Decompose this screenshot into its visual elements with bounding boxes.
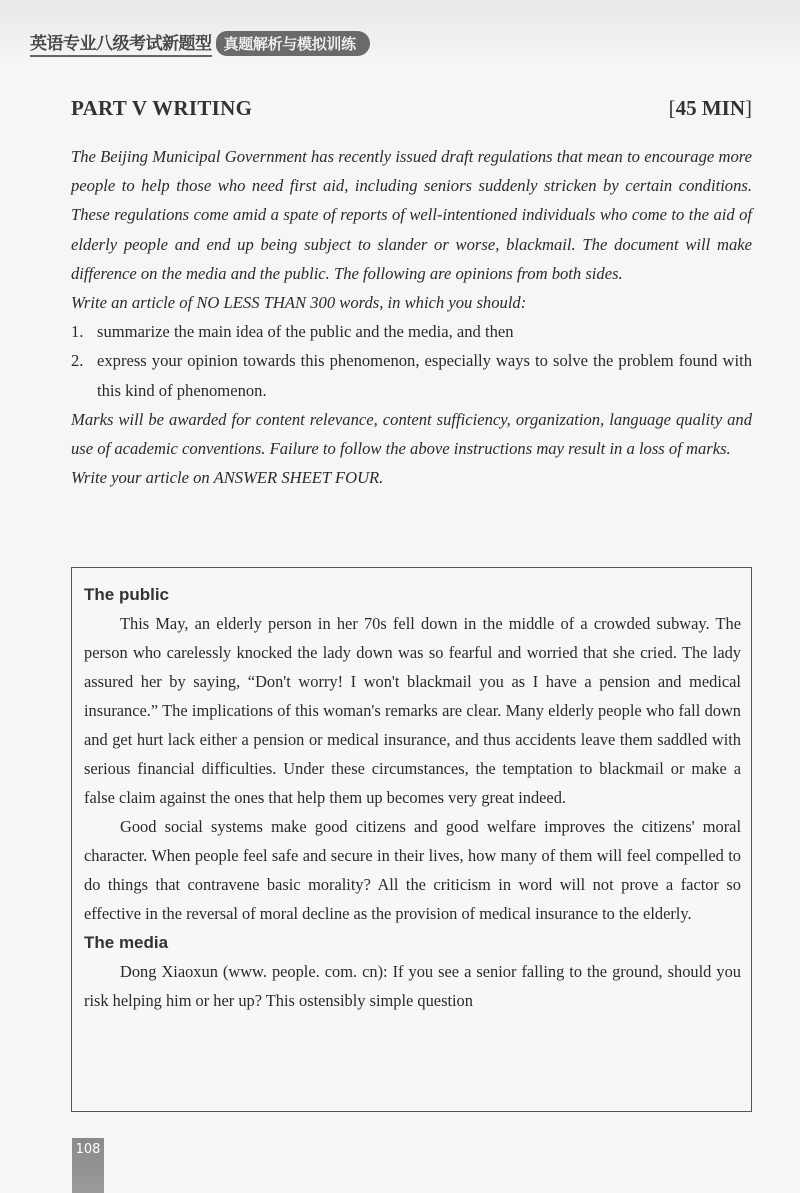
task-item-1 bbox=[71, 317, 752, 346]
time-limit bbox=[669, 96, 752, 121]
task-item-number: 1. bbox=[71, 322, 84, 342]
book-header bbox=[30, 30, 370, 56]
media-paragraph-1: Dong Xiaoxun (www. people. com. cn): If you see a senior falling to the ground, should you risk helping him or her up? This ostensibly simple question bbox=[84, 962, 741, 1010]
time-value: 45 MIN bbox=[675, 96, 745, 120]
page-number: 108 bbox=[75, 1142, 101, 1157]
intro-paragraph: The Beijing Municipal Government has recently issued draft regulations that mean to encourage more people to help those who need first aid, including seniors suddenly stricken by certain conditions. These regulations come amid a spate of reports of well-intentioned individuals who come to the aid of elderly people and end up being subject to slander or worse, blackmail. The document will make difference on the media and the public. The following are opinions from both sides. bbox=[71, 147, 752, 283]
part-title: PART V WRITING bbox=[71, 96, 253, 120]
time-bracket-open: [ bbox=[668, 96, 676, 120]
task-item-number: 2. bbox=[71, 351, 84, 371]
task-item-2 bbox=[71, 346, 752, 404]
media-heading: The media bbox=[84, 933, 169, 952]
marking-criteria: Marks will be awarded for content relevance, content sufficiency, organization, language quality and use of academic conventions. Failure to follow the above instructions may result in a loss of marks. bbox=[71, 409, 752, 459]
public-heading: The public bbox=[84, 585, 169, 604]
public-paragraph-1: This May, an elderly person in her 70s fell down in the middle of a crowded subway. The person who carelessly knocked the lady down was so fearful and worried that she cried. The lady assured her by saying, “Don't worry! I won't blackmail you as I have a pension and medical insurance.” The implications of this woman's remarks are clear. Many elderly people who fall down and get hurt lack either a pension or medical insurance, and thus accidents leave them saddled with serious financial difficulties. Under these circumstances, the temptation to blackmail or make a false claim against the ones that help them up becomes very great indeed. bbox=[84, 614, 741, 807]
time-bracket-close: ] bbox=[745, 96, 752, 120]
writing-instructions bbox=[71, 142, 752, 492]
series-title: 英语专业八级考试新题型 bbox=[30, 29, 212, 57]
book-subtitle-pill: 真题解析与模拟训练 bbox=[216, 31, 370, 56]
section-heading bbox=[71, 96, 752, 121]
source-passage-box bbox=[71, 567, 752, 1112]
answer-sheet-note: Write your article on ANSWER SHEET FOUR. bbox=[71, 468, 384, 488]
task-item-text: summarize the main idea of the public and the media, and then bbox=[97, 322, 514, 342]
task-item-text: express your opinion towards this phenomenon, especially ways to solve the problem found with this kind of phenomenon. bbox=[97, 351, 752, 400]
public-paragraph-2: Good social systems make good citizens and good welfare improves the citizens' moral character. When people feel safe and secure in their lives, how many of them will feel compelled to do things that contravene basic morality? All the criticism in word will not prove a factor so effective in the reversal of moral decline as the provision of medical insurance to the elderly. bbox=[84, 817, 741, 923]
task-statement: Write an article of NO LESS THAN 300 words, in which you should: bbox=[71, 293, 527, 313]
